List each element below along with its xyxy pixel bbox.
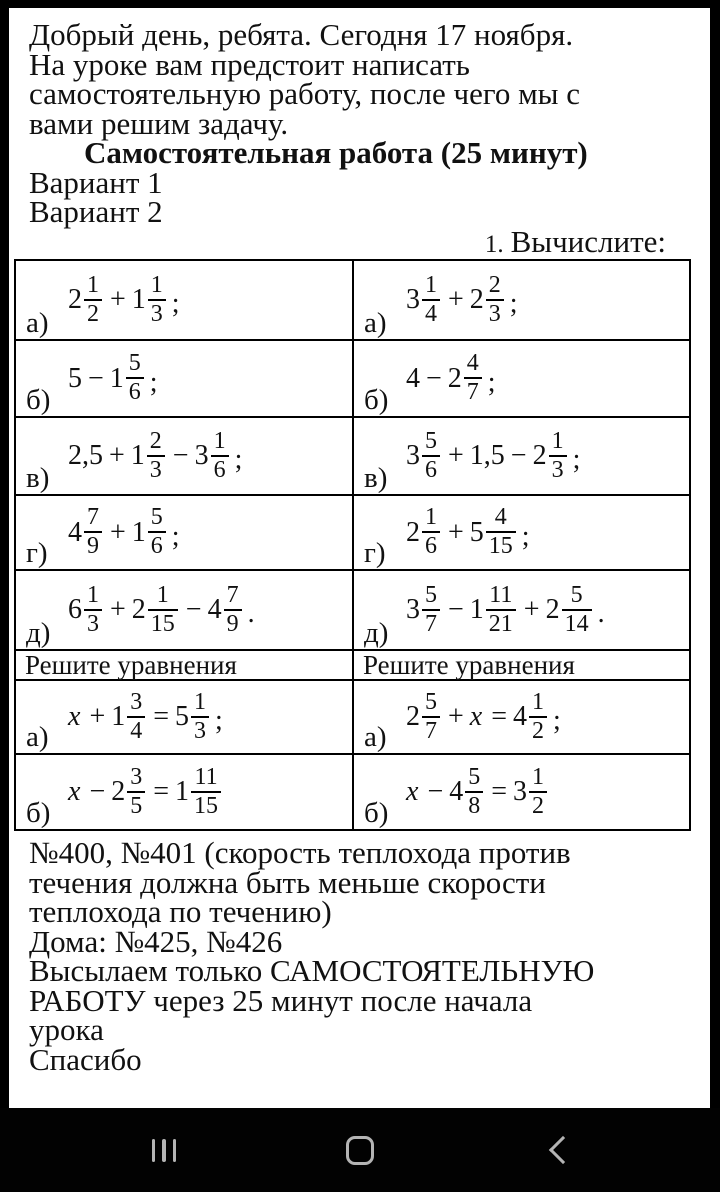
fraction: $\frac{1}{6}$	[422, 505, 440, 560]
number: 1,5	[469, 440, 505, 471]
number: 4	[449, 776, 464, 807]
problems-table	[14, 259, 691, 831]
operator: =	[491, 776, 508, 807]
punctuation: ;	[149, 366, 158, 398]
number: 4	[207, 594, 222, 625]
intro-text-line: Добрый день, ребята. Сегодня 17 ноября.	[29, 17, 574, 52]
operator: +	[448, 440, 464, 471]
fraction: $\frac{5}{6}$	[126, 351, 144, 406]
number: 4	[68, 516, 82, 548]
fraction: $\frac{5}{8}$	[465, 765, 483, 820]
punctuation: ;	[521, 520, 530, 552]
outro-text-line: РАБОТУ через 25 минут после начала	[29, 982, 533, 1018]
variant-1-label: Вариант 1	[29, 164, 163, 200]
fraction: $\frac{3}{5}$	[127, 765, 145, 820]
number: 2	[532, 440, 547, 471]
math-expression	[354, 429, 689, 484]
operator: −	[510, 440, 527, 471]
document-page	[9, 8, 710, 1108]
operator: =	[153, 701, 170, 732]
problem-cell	[353, 340, 690, 417]
number: 2	[469, 284, 484, 315]
operator: +	[448, 516, 464, 548]
cell-label: в)	[26, 462, 50, 494]
problem-cell	[353, 417, 690, 495]
math-expression	[354, 505, 689, 560]
fraction: $\frac{4}{7}$	[464, 351, 482, 406]
task-title-line	[29, 223, 690, 260]
equations-header-cell	[15, 650, 353, 680]
back-button[interactable]	[532, 1108, 588, 1192]
math-expression	[16, 351, 352, 406]
fraction: $\frac{1}{3}$	[148, 273, 166, 328]
operator: =	[153, 776, 170, 807]
operator: +	[523, 594, 540, 625]
problem-cell	[353, 754, 690, 830]
task-number: 1.	[484, 230, 504, 258]
number: 4	[513, 701, 528, 732]
table-row	[15, 495, 690, 570]
equations-header-label: Решите уравнения	[363, 649, 575, 680]
fraction: $\frac{1}{3}$	[549, 429, 567, 484]
fraction: $\frac{7}{9}$	[84, 505, 102, 560]
operator: +	[448, 284, 464, 315]
math-expression	[354, 351, 689, 406]
problem-cell	[15, 754, 353, 830]
number: 2	[406, 701, 420, 732]
fraction: $\frac{1}{2}$	[529, 765, 547, 820]
number: 2	[406, 516, 420, 548]
variable: x	[469, 701, 483, 732]
number: 5	[469, 516, 484, 548]
problem-cell	[15, 417, 353, 495]
fraction: $\frac{3}{4}$	[127, 690, 145, 745]
intro-text-line: На уроке вам предстоит написать	[29, 46, 470, 82]
outro-text-line: урока	[29, 1012, 104, 1047]
work-heading: Самостоятельная работа (25 минут)	[84, 135, 588, 170]
intro-text-line: вами решим задачу.	[29, 105, 289, 141]
cell-label: в)	[364, 462, 388, 494]
outro-text-line: Спасибо	[29, 1041, 142, 1077]
operator: −	[88, 362, 104, 394]
punctuation: ;	[234, 444, 243, 476]
operator: −	[426, 362, 442, 394]
number: 1	[109, 362, 124, 394]
problem-cell	[15, 570, 353, 650]
operator: =	[491, 701, 508, 732]
problem-cell	[15, 260, 353, 340]
math-expression	[354, 583, 689, 638]
operator: −	[448, 594, 464, 625]
outro-text-line: Высылаем только САМОСТОЯТЕЛЬНУЮ	[29, 953, 595, 988]
math-expression	[16, 583, 352, 638]
cell-label: г)	[364, 537, 386, 569]
math-expression	[354, 765, 689, 820]
problem-cell	[353, 570, 690, 650]
operator: −	[172, 440, 189, 471]
cell-label: б)	[26, 384, 51, 416]
table-row	[15, 680, 690, 754]
cell-label: б)	[26, 797, 51, 829]
cell-label: а)	[26, 307, 49, 339]
math-expression	[16, 273, 352, 328]
number: 1	[131, 284, 146, 315]
number: 4	[406, 362, 420, 394]
cell-label: д)	[26, 617, 51, 649]
variable: x	[406, 776, 419, 807]
recents-button[interactable]	[136, 1108, 192, 1192]
problem-cell	[353, 680, 690, 754]
number: 6	[68, 594, 82, 625]
fraction: $\frac{5}{7}$	[422, 583, 440, 638]
punctuation: ;	[553, 705, 561, 737]
operator: +	[89, 701, 106, 732]
operator: +	[110, 284, 126, 315]
number: 2	[68, 284, 82, 315]
problem-cell	[353, 260, 690, 340]
cell-label: б)	[364, 384, 389, 416]
fraction: $\frac{11}{21}$	[486, 583, 516, 638]
cell-label: а)	[364, 307, 387, 339]
fraction: $\frac{1}{6}$	[211, 429, 229, 484]
outro-text-line: Дома: №425, №426	[29, 923, 283, 959]
equations-header-cell	[353, 650, 690, 680]
operator: +	[110, 594, 126, 625]
punctuation: .	[247, 598, 255, 630]
problem-cell	[15, 495, 353, 570]
table-body	[15, 260, 690, 830]
fraction: $\frac{5}{6}$	[422, 429, 440, 484]
number: 3	[406, 284, 420, 315]
cell-label: а)	[364, 721, 387, 753]
outro-text-line: теплохода по течению)	[29, 894, 332, 929]
task-title: Вычислите:	[510, 223, 666, 259]
operator: +	[448, 701, 464, 732]
variable: x	[68, 701, 81, 732]
number: 5	[68, 362, 82, 394]
operator: −	[89, 776, 106, 807]
number: 1	[131, 516, 146, 548]
number: 2,5	[68, 440, 103, 471]
math-expression	[16, 690, 352, 745]
variant-2-label: Вариант 2	[29, 194, 163, 229]
table-row	[15, 260, 690, 340]
cell-label: г)	[26, 537, 48, 569]
variable: x	[68, 776, 81, 807]
fraction: $\frac{4}{15}$	[486, 505, 516, 560]
number: 3	[406, 440, 420, 471]
outro-block	[9, 831, 710, 1077]
fraction: $\frac{7}{9}$	[224, 583, 242, 638]
number: 1	[175, 776, 190, 807]
math-expression	[354, 690, 689, 745]
problem-cell	[15, 680, 353, 754]
recents-icon	[152, 1139, 156, 1162]
equations-header-label: Решите уравнения	[25, 649, 237, 680]
number: 2	[131, 594, 146, 625]
fraction: $\frac{1}{15}$	[148, 583, 178, 638]
fraction: $\frac{1}{2}$	[84, 273, 102, 328]
table-row	[15, 417, 690, 495]
number: 5	[175, 701, 190, 732]
number: 3	[513, 776, 528, 807]
math-expression	[354, 273, 689, 328]
equations-header-row	[15, 650, 690, 680]
fraction: $\frac{1}{3}$	[84, 583, 102, 638]
punctuation: ;	[509, 288, 518, 320]
fraction: $\frac{2}{3}$	[486, 273, 504, 328]
number: 3	[194, 440, 209, 471]
operator: +	[110, 516, 126, 548]
table-row	[15, 340, 690, 417]
punctuation: ;	[572, 444, 581, 476]
operator: −	[427, 776, 444, 807]
intro-text-line: самостоятельную работу, после чего мы с	[29, 76, 581, 111]
number: 1	[130, 440, 145, 471]
fraction: $\frac{5}{7}$	[422, 690, 440, 745]
cell-label: б)	[364, 797, 389, 829]
problem-cell	[15, 340, 353, 417]
intro-paragraph	[29, 17, 690, 141]
back-icon	[549, 1136, 577, 1164]
number: 2	[447, 362, 462, 394]
outro-text-line: течения должна быть меньше скорости	[29, 864, 546, 900]
number: 3	[406, 594, 420, 625]
android-navbar	[0, 1108, 720, 1192]
table-row	[15, 570, 690, 650]
operator: −	[185, 594, 202, 625]
number: 2	[545, 594, 560, 625]
punctuation: ;	[171, 520, 180, 552]
number: 1	[469, 594, 484, 625]
table-row	[15, 754, 690, 830]
fraction: $\frac{1}{4}$	[422, 273, 440, 328]
fraction: $\frac{1}{3}$	[191, 690, 209, 745]
problem-cell	[353, 495, 690, 570]
punctuation: .	[597, 598, 605, 630]
math-expression	[16, 505, 352, 560]
fraction: $\frac{11}{15}$	[191, 765, 221, 820]
home-icon	[346, 1136, 374, 1165]
intro-block	[9, 8, 710, 259]
cell-label: а)	[26, 721, 49, 753]
fraction: $\frac{5}{6}$	[148, 505, 166, 560]
punctuation: ;	[487, 366, 496, 398]
fraction: $\frac{5}{14}$	[562, 583, 592, 638]
punctuation: ;	[171, 288, 180, 320]
math-expression	[16, 429, 352, 484]
fraction: $\frac{1}{2}$	[529, 690, 547, 745]
number: 1	[111, 701, 126, 732]
math-expression	[16, 765, 352, 820]
number: 2	[111, 776, 126, 807]
outro-text-line: №400, №401 (скорость теплохода против	[29, 835, 571, 870]
operator: +	[109, 440, 125, 471]
home-button[interactable]	[332, 1108, 388, 1192]
punctuation: ;	[215, 705, 223, 737]
cell-label: д)	[364, 617, 389, 649]
fraction: $\frac{2}{3}$	[147, 429, 165, 484]
